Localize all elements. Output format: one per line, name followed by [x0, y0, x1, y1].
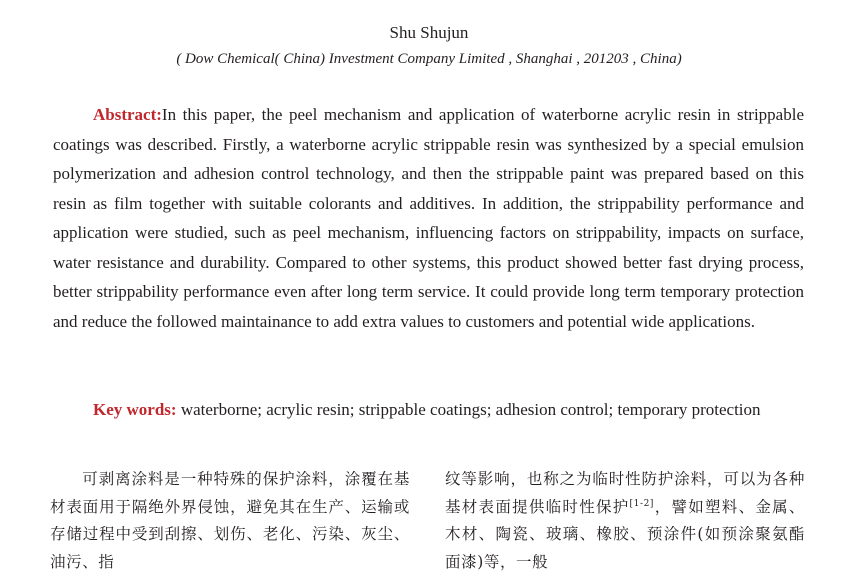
abstract-label: Abstract:: [93, 105, 162, 124]
body-left-text: 可剥离涂料是一种特殊的保护涂料，涂覆在基材表面用于隔绝外界侵蚀，避免其在生产、运输或存储过程中受到刮擦、划伤、老化、污染、灰尘、油污、指: [50, 470, 410, 571]
body-right-text-b: ，譬如塑料、金属、木材、陶瓷、玻璃、橡胶、预涂件(如预涂聚氨酯面漆)等，一般: [445, 497, 805, 571]
keywords-label: Key words:: [93, 400, 177, 419]
author-affiliation: ( Dow Chemical( China) Investment Company Limited , Shanghai , 201203 , China): [176, 51, 682, 67]
abstract-paragraph: [53, 100, 804, 336]
abstract-text: In this paper, the peel mechanism and application of waterborne acrylic resin in strippable coatings was described. Firstly, a waterborne acrylic strippable resin was synthesized by a special emulsion polymerization and adhesion control technology, and then the strippable paint was prepared based on this resin as film together with suitable colorants and additives. In addition, the strippability performance and application were studied, such as peel mechanism, influencing factors on strippability, impacts on surface, water resistance and durability. Compared to other systems, this product showed better fast drying process, better strippability performance even after long term service. It could provide long term temporary protection and reduce the followed maintainance to add extra values to customers and potential wide applications.: [53, 105, 804, 331]
body-right-column: [445, 466, 805, 576]
keywords-paragraph: [53, 395, 804, 425]
citation-reference: [1-2]: [629, 498, 655, 509]
body-right-text-a: 纹等影响，也称之为临时性防护涂料，可以为各种基材表面提供临时性保护: [445, 470, 805, 516]
keywords-text: waterborne; acrylic resin; strippable coatings; adhesion control; temporary protection: [180, 400, 761, 419]
body-left-column: [50, 466, 410, 576]
author-name: Shu Shujun: [389, 23, 469, 42]
